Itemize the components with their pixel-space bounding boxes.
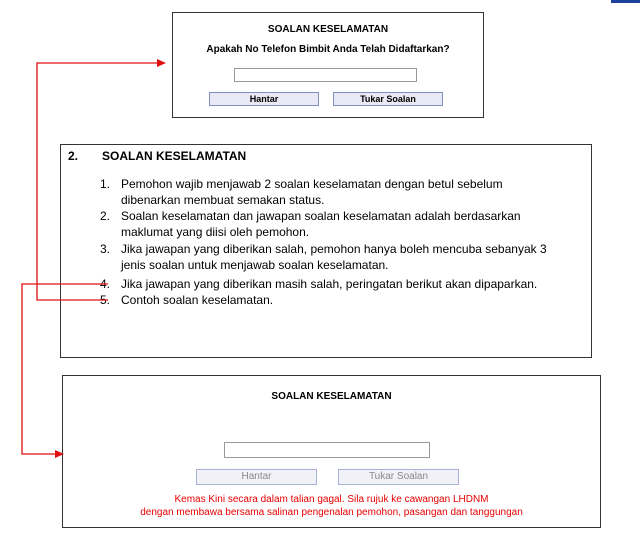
security-answer-input-disabled [224, 442, 430, 458]
list-item-text: maklumat yang diisi oleh pemohon. [121, 225, 310, 239]
section-title: SOALAN KESELAMATAN [102, 149, 247, 163]
list-item-number: 2. [100, 209, 111, 223]
list-item-text: Pemohon wajib menjawab 2 soalan keselamatan dengan betul sebelum [121, 177, 503, 191]
submit-button-disabled: Hantar [196, 469, 317, 485]
change-question-button-disabled: Tukar Soalan [338, 469, 459, 485]
list-item-number: 1. [100, 177, 111, 191]
list-item-text: Jika jawapan yang diberikan salah, pemohon hanya boleh mencuba sebanyak 3 [121, 242, 547, 256]
instructions-section [60, 144, 592, 358]
panel-title: SOALAN KESELAMATAN [267, 24, 389, 35]
section-number: 2. [68, 149, 79, 163]
submit-button[interactable]: Hantar [209, 92, 319, 106]
change-question-button[interactable]: Tukar Soalan [333, 92, 443, 106]
list-item-text: Contoh soalan keselamatan. [121, 293, 274, 307]
corner-accent-bar [611, 0, 640, 3]
list-item-text: dibenarkan membuat semakan status. [121, 193, 325, 207]
list-item-number: 5. [100, 293, 111, 307]
list-item-text: Jika jawapan yang diberikan masih salah, peringatan berikut akan dipaparkan. [121, 277, 538, 291]
list-item-text: jenis soalan untuk menjawab soalan keselamatan. [121, 258, 389, 272]
failure-warning-line: Kemas Kini secara dalam talian gagal. Sila rujuk ke cawangan LHDNM [174, 494, 489, 505]
security-answer-input[interactable] [234, 68, 417, 82]
list-item-text: Soalan keselamatan dan jawapan soalan keselamatan adalah berdasarkan [121, 209, 521, 223]
security-question-text: Apakah No Telefon Bimbit Anda Telah Didaftarkan? [206, 44, 450, 55]
security-question-panel-example [172, 12, 484, 118]
list-item-number: 4. [100, 277, 111, 291]
security-failure-panel-example [62, 375, 601, 528]
failure-warning-line: dengan membawa bersama salinan pengenalan pemohon, pasangan dan tanggungan [140, 507, 523, 518]
list-item-number: 3. [100, 242, 111, 256]
panel-title: SOALAN KESELAMATAN [271, 391, 392, 402]
